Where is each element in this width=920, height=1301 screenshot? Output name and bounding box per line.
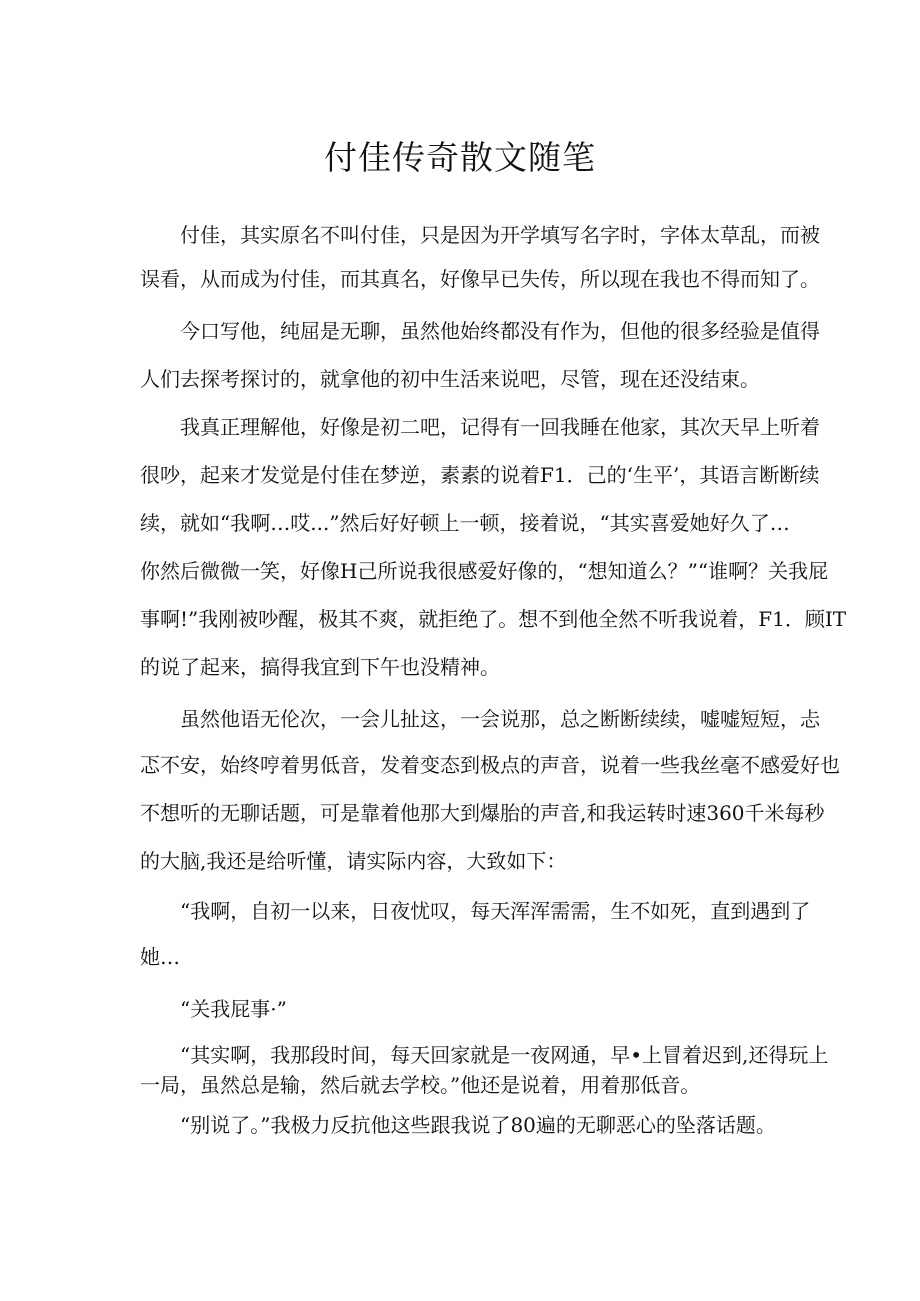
text-line: “其实啊，我那段时间，每天回家就是一夜网通，早•上冒着迟到,还得玩上	[180, 1043, 829, 1067]
text-line: 误看，从而成为付佳，而其真名，好像早已失传，所以现在我也不得而知了。	[140, 267, 820, 291]
text-line: 忑不安，始终哼着男低音，发着变态到极点的声音，说着一些我丝毫不感爱好也	[140, 753, 840, 777]
text-line: 不想听的无聊话题，可是靠着他那大到爆胎的声音,和我运转时速360千米每秒	[140, 801, 825, 825]
text-line: 虽然他语无伦次，一会儿扯这，一会说那，总之断断续续，嘘嘘短短，忐	[180, 707, 820, 731]
text-line: 付佳，其实原名不叫付佳，只是因为开学填写名字时，字体太草乱，而被	[180, 223, 820, 247]
text-line: 续，就如“我啊…哎...”然后好好顿上一顿，接着说，“其实喜爱她好久了…	[140, 511, 790, 535]
text-line: 人们去探考探讨的，就拿他的初中生活来说吧，尽管，现在还没结束。	[140, 367, 760, 391]
text-line: “别说了。”我极力反抗他这些跟我说了80遍的无聊恶心的坠落话题。	[180, 1113, 776, 1137]
text-line: 的大脑,我还是给听懂，请实际内容，大致如下：	[140, 849, 567, 873]
text-line: 今口写他，纯屈是无聊，虽然他始终都没有作为，但他的很多经验是值得	[180, 319, 820, 343]
document-title: 付佳传奇散文随笔	[324, 138, 596, 177]
text-line: 一局，虽然总是输，然后就去学校。”他还是说着，用着那低音。	[140, 1073, 701, 1097]
text-line: 的说了起来，搞得我宜到下午也没精神。	[140, 655, 500, 679]
text-line: 很吵，起来才发觉是付佳在梦逆，素素的说着F1．己的‘生平’，其语言断断续	[140, 463, 820, 487]
text-line: 你然后微微一笑，好像H己所说我很感爱好像的，“想知道么？”“谁啊？关我屁	[140, 559, 829, 583]
text-line: “关我屁事·”	[180, 997, 287, 1021]
text-line: 我真正理解他，好像是初二吧，记得有一回我睡在他家，其次天早上听着	[180, 415, 820, 439]
text-line: 事啊!”我刚被吵醒，极其不爽，就拒绝了。想不到他全然不听我说着，F1．顾IT	[140, 607, 847, 631]
text-line: “我啊，自初一以来，日夜忧叹，每天浑浑需需，生不如死，直到遇到了	[180, 899, 811, 923]
text-line: 她…	[140, 945, 180, 969]
